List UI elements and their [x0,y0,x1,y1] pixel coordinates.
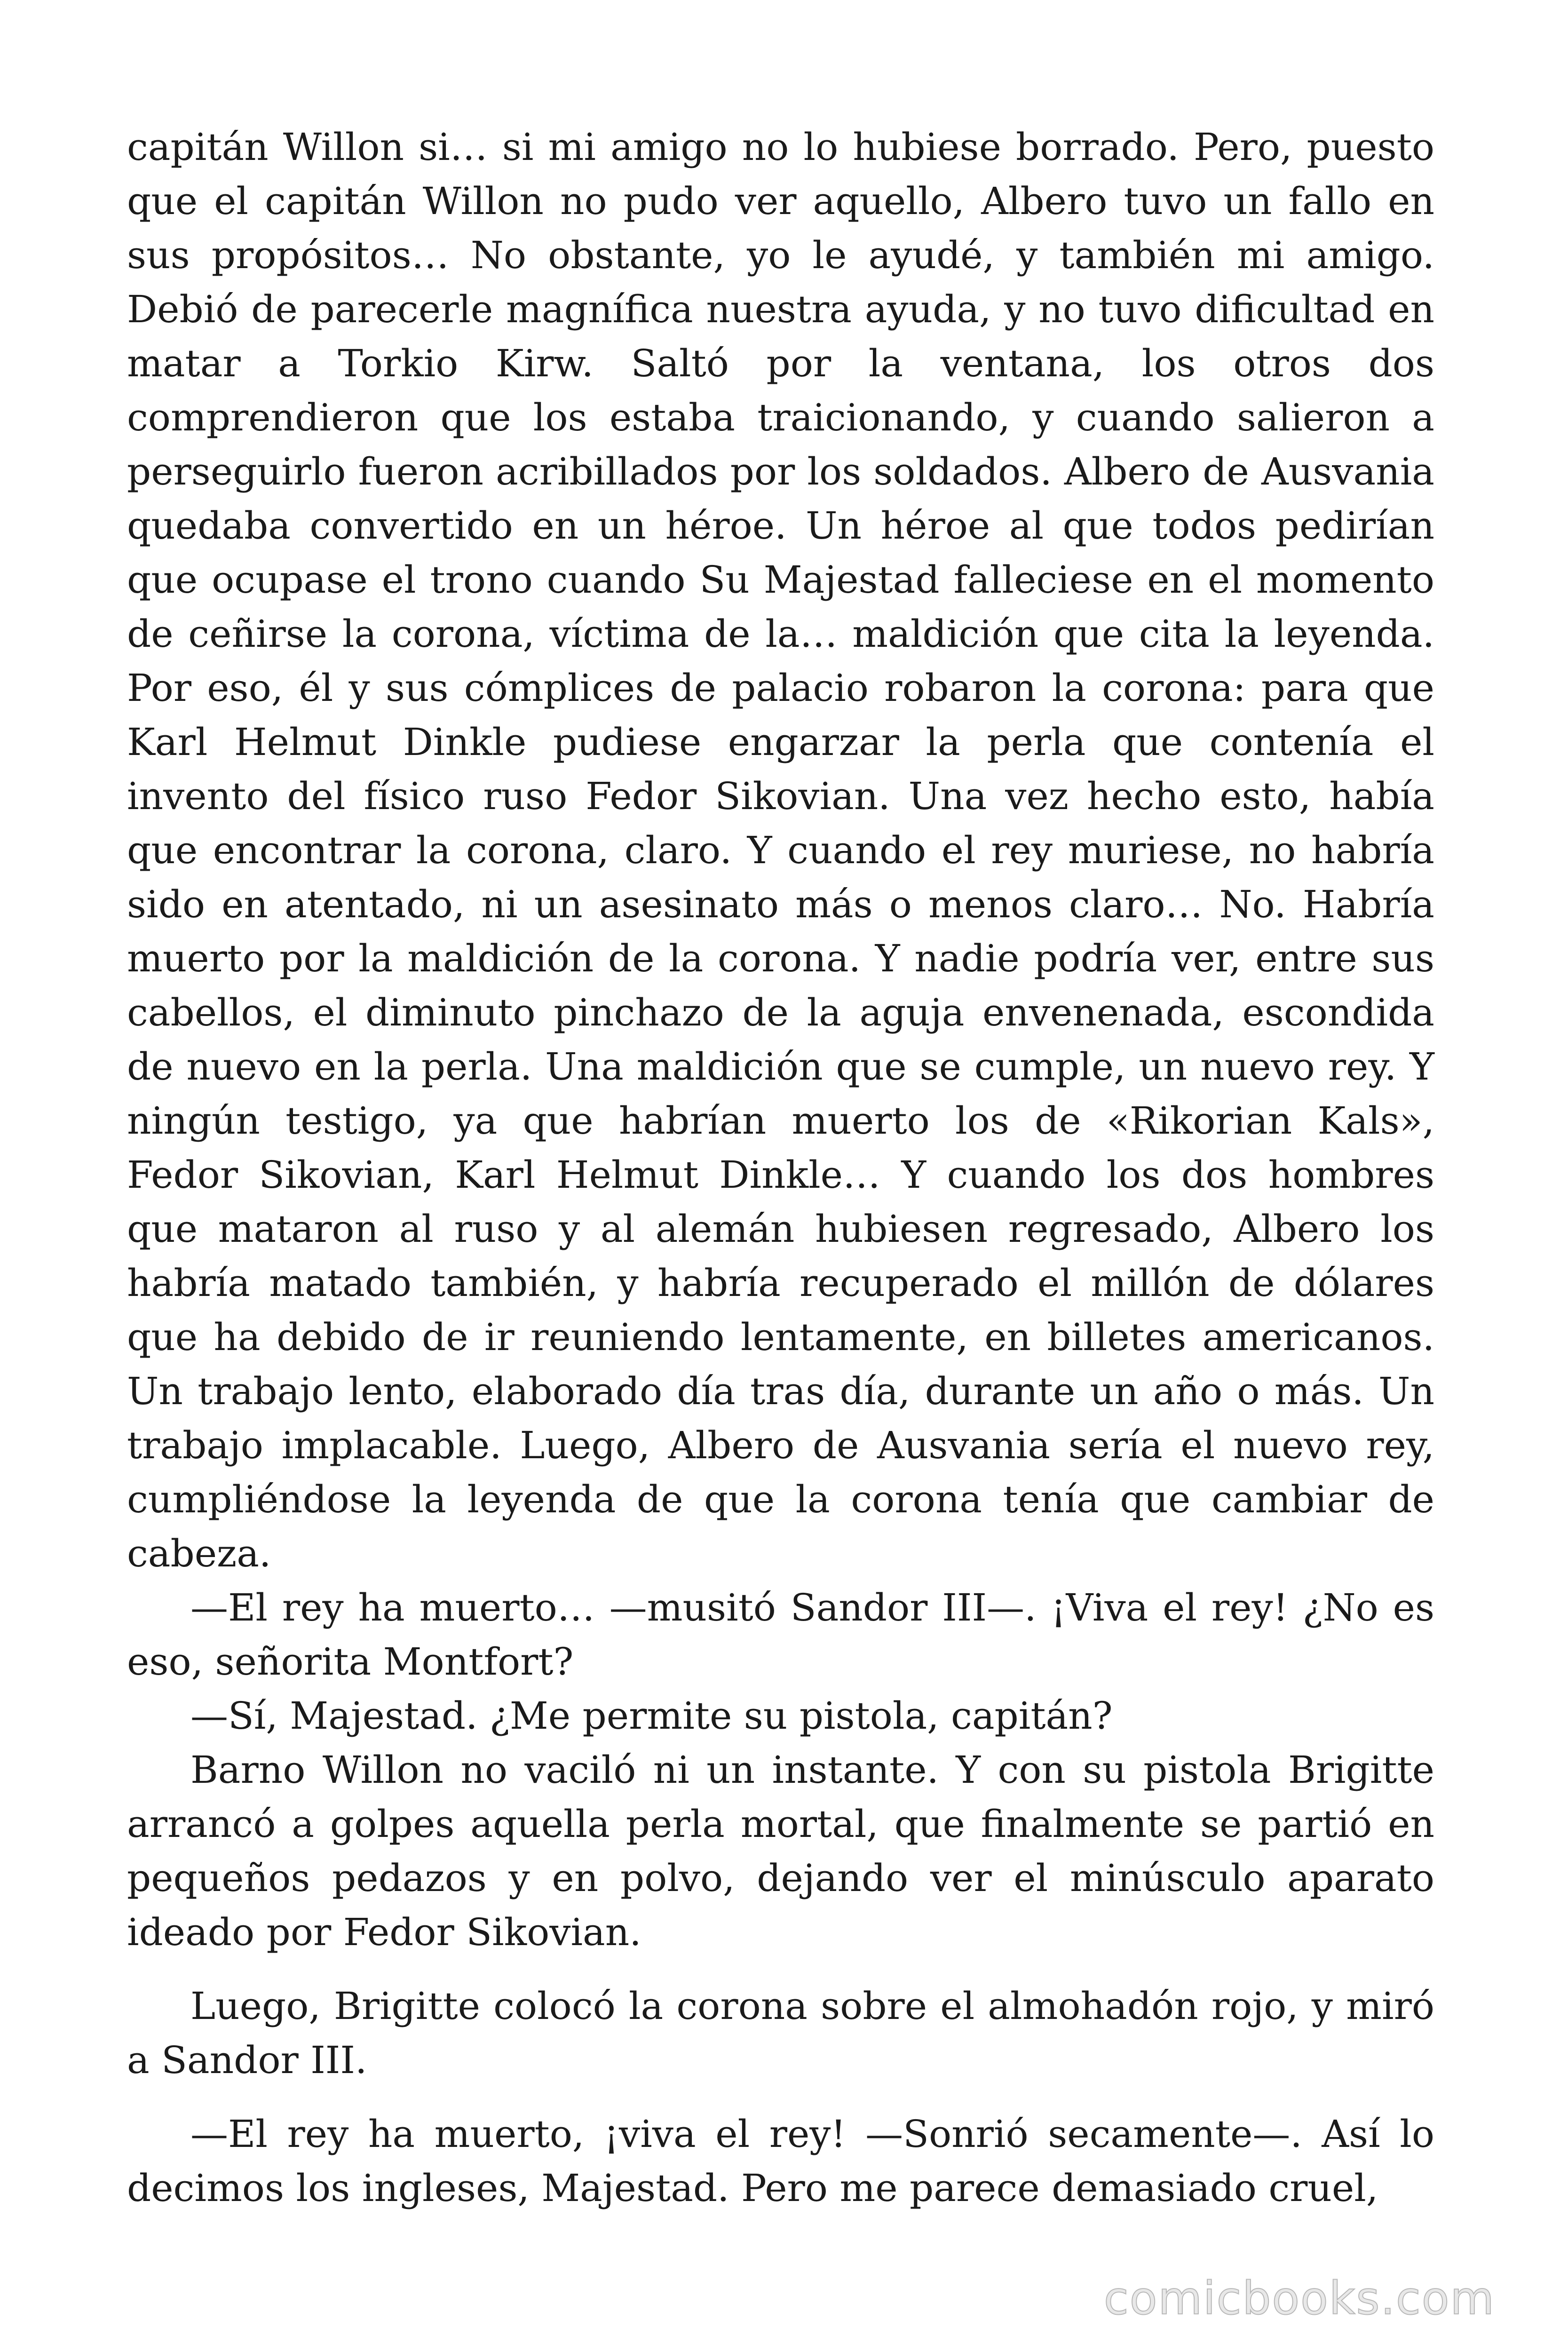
paragraph-dialogue-king: —El rey ha muerto… —musitó Sandor III—. ¡Viva el rey! ¿No es eso, señorita Montfort? [127,1586,1434,1684]
paragraph-dialogue-brigitte: —Sí, Majestad. ¿Me permite su pistola, capitán? [190,1694,1113,1738]
paragraph-continuation: capitán Willon si… si mi amigo no lo hubiese borrado. Pero, puesto que el capitán Willon no pudo ver aquello, Albero tuvo un fallo en sus propósitos… No obstante, yo le ayudé, y también mi amigo. Debió de parecerle magnífica nuestra ayuda, y no tuvo dificultad en matar a Torkio Kirw. Saltó por la ventana, los otros dos comprendieron que los estaba traicionando, y cuando salieron a perseguirlo fueron acribillados por los soldados. Albero de Ausvania quedaba convertido en un héroe. Un héroe al que todos pedirían que ocupase el trono cuando Su Majestad falleciese en el momento de ceñirse la corona, víctima de la… maldición que cita la leyenda. Por eso, él y sus cómplices de palacio robaron la corona: para que Karl Helmut Dinkle pudiese engarzar la perla que contenía el invento del físico ruso Fedor Sikovian. Una vez hecho esto, había que encontrar la corona, claro. Y cuando el rey muriese, no habría sido en atentado, ni un asesinato más o menos claro… No. Habría muerto por la maldición de la corona. Y nadie podría ver, entre sus cabellos, el diminuto pinchazo de la aguja envenenada, escondida de nuevo en la perla. Una maldición que se cumple, un nuevo rey. Y ningún testigo, ya que habrían muerto los de «Rikorian Kals», Fedor Sikovian, Karl Helmut Dinkle… Y cuando los dos hombres que mataron al ruso y al alemán hubiesen regresado, Albero los habría matado también, y habría recuperado el millón de dólares que ha debido de ir reuniendo lentamente, en billetes americanos. Un trabajo lento, elaborado día tras día, durante un año o más. Un trabajo implacable. Luego, Albero de Ausvania sería el nuevo rey, cumpliéndose la leyenda de que la corona tenía que cambiar de cabeza. [127,125,1434,1575]
paragraph-narration-pistol: Barno Willon no vaciló ni un instante. Y con su pistola Brigitte arrancó a golpes aquella perla mortal, que finalmente se partió en pequeños pedazos y en polvo, dejando ver el minúsculo aparato ideado por Fedor Sikovian. [127,1748,1434,1954]
book-page [127,120,1434,2215]
paragraph-narration-crown: Luego, Brigitte colocó la corona sobre el almohadón rojo, y miró a Sandor III. [127,1984,1434,2082]
paragraph-dialogue-final: —El rey ha muerto, ¡viva el rey! —Sonrió secamente—. Así lo decimos los ingleses, Majestad. Pero me parece demasiado cruel, [127,2112,1434,2210]
watermark-text: comicbooks.com [1103,2272,1495,2325]
